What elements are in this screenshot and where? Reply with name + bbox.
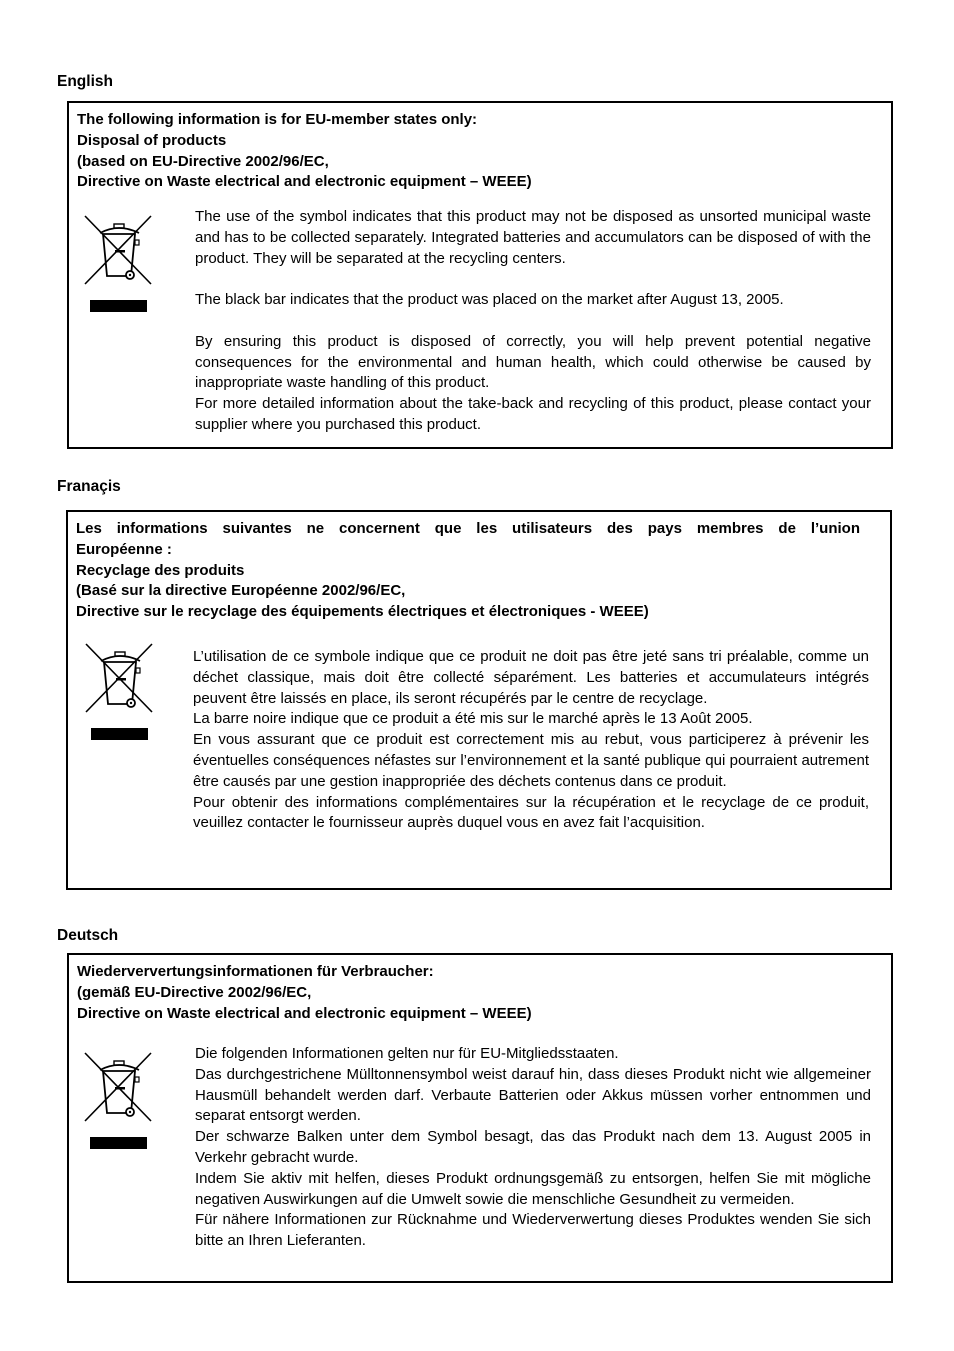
french-body: [193, 647, 869, 834]
section-heading-german: Deutsch: [57, 927, 119, 944]
paragraph: The use of the symbol indicates that this product may not be disposed as unsorted municipal waste and has to be collected separately. Integrated batteries and accumulators can be disposed of with the product. They will be separated at the recycling centers.: [195, 208, 871, 267]
paragraph: Indem Sie aktiv mit helfen, dieses Produkt ordnungsgemäß zu entsorgen, helfen Sie mit mögliche negativen Auswirkungen auf die Umwelt sowie die menschliche Gesundheit zu vermeiden.: [195, 1169, 871, 1208]
header-line: Disposal of products: [77, 131, 227, 149]
paragraph: By ensuring this product is disposed of correctly, you will help prevent potential negative consequences for the environmental and human health, which could otherwise be caused by inappropriate waste handling of this product.: [195, 332, 871, 392]
header-line: (Basé sur la directive Européenne 2002/96/EC,: [76, 582, 406, 600]
english-body: [195, 207, 871, 436]
french-notice-box: [66, 510, 892, 890]
header-line: Directive on Waste electrical and electronic equipment – WEEE): [77, 1004, 532, 1022]
paragraph: Für nähere Informationen zur Rücknahme und Wiederverwertung dieses Produktes wenden Sie sich bitte an Ihren Lieferanten.: [195, 1211, 871, 1250]
paragraph: La barre noire indique que ce produit a été mis sur le marché après le 13 Août 2005.: [193, 710, 753, 728]
weee-crossed-bin-icon: [83, 1051, 155, 1151]
header-line: (gemäß EU-Directive 2002/96/EC,: [77, 983, 312, 1001]
paragraph: Das durchgestrichene Mülltonnensymbol weist darauf hin, dass dieses Produkt nicht wie allgemeiner Hausmüll behandelt werden darf. Verbaute Batterien oder Akkus müssen vorher entnommen und separat entsorgt werden.: [195, 1065, 871, 1125]
paragraph: En vous assurant que ce produit est correctement mis au rebut, vous participerez à prévenir les éventuelles conséquences néfastes sur l’environnement et la santé publique qui pourraient autrement être causés par une gestion inappropriée des déchets contenus dans ce produit.: [193, 731, 869, 790]
german-notice-box: [67, 953, 893, 1283]
german-body: [195, 1044, 871, 1252]
weee-crossed-bin-icon: [84, 642, 156, 742]
header-line: (based on EU-Directive 2002/96/EC,: [77, 152, 329, 170]
paragraph: Die folgenden Informationen gelten nur für EU-Mitgliedsstaaten.: [195, 1045, 619, 1062]
english-notice-box: [67, 101, 893, 449]
weee-crossed-bin-icon: [83, 214, 155, 314]
paragraph: For more detailed information about the take-back and recycling of this product, please contact your supplier where you purchased this product.: [195, 395, 871, 433]
paragraph: The black bar indicates that the product was placed on the market after August 13, 2005.: [195, 291, 784, 309]
paragraph: L’utilisation de ce symbole indique que ce produit ne doit pas être jeté sans tri préalable, comme un déchet classique, mais doit être collecté séparément. Les batteries et accumulateurs intégrés peuvent être laissés en place, ils seront récupérés par le centre de recyclage.: [193, 648, 869, 707]
header-line: The following information is for EU-member states only:: [77, 111, 478, 128]
header-line: Recyclage des produits: [76, 561, 245, 579]
paragraph: Pour obtenir des informations complémentaires sur la récupération et le recyclage de ce produit, veuillez contacter le fournisseur auprès duquel vous en avez fait l’acquisition.: [193, 793, 869, 832]
header-line: Les informations suivantes ne concernent que les utilisateurs des pays membres de l’union: [76, 520, 860, 537]
paragraph: Der schwarze Balken unter dem Symbol besagt, das das Produkt nach dem 13. August 2005 in Verkehr gebracht wurde.: [195, 1128, 871, 1166]
french-header: [76, 519, 860, 623]
section-heading-english: English: [57, 73, 113, 90]
header-line: Européenne :: [76, 540, 172, 558]
header-line: Wiederververtungsinformationen für Verbraucher:: [77, 963, 434, 980]
german-header: [77, 962, 861, 1024]
header-line: Directive sur le recyclage des équipements électriques et électroniques - WEEE): [76, 603, 649, 621]
english-header: [77, 110, 861, 193]
section-heading-french: Franaçis: [57, 478, 121, 495]
header-line: Directive on Waste electrical and electronic equipment – WEEE): [77, 173, 532, 191]
